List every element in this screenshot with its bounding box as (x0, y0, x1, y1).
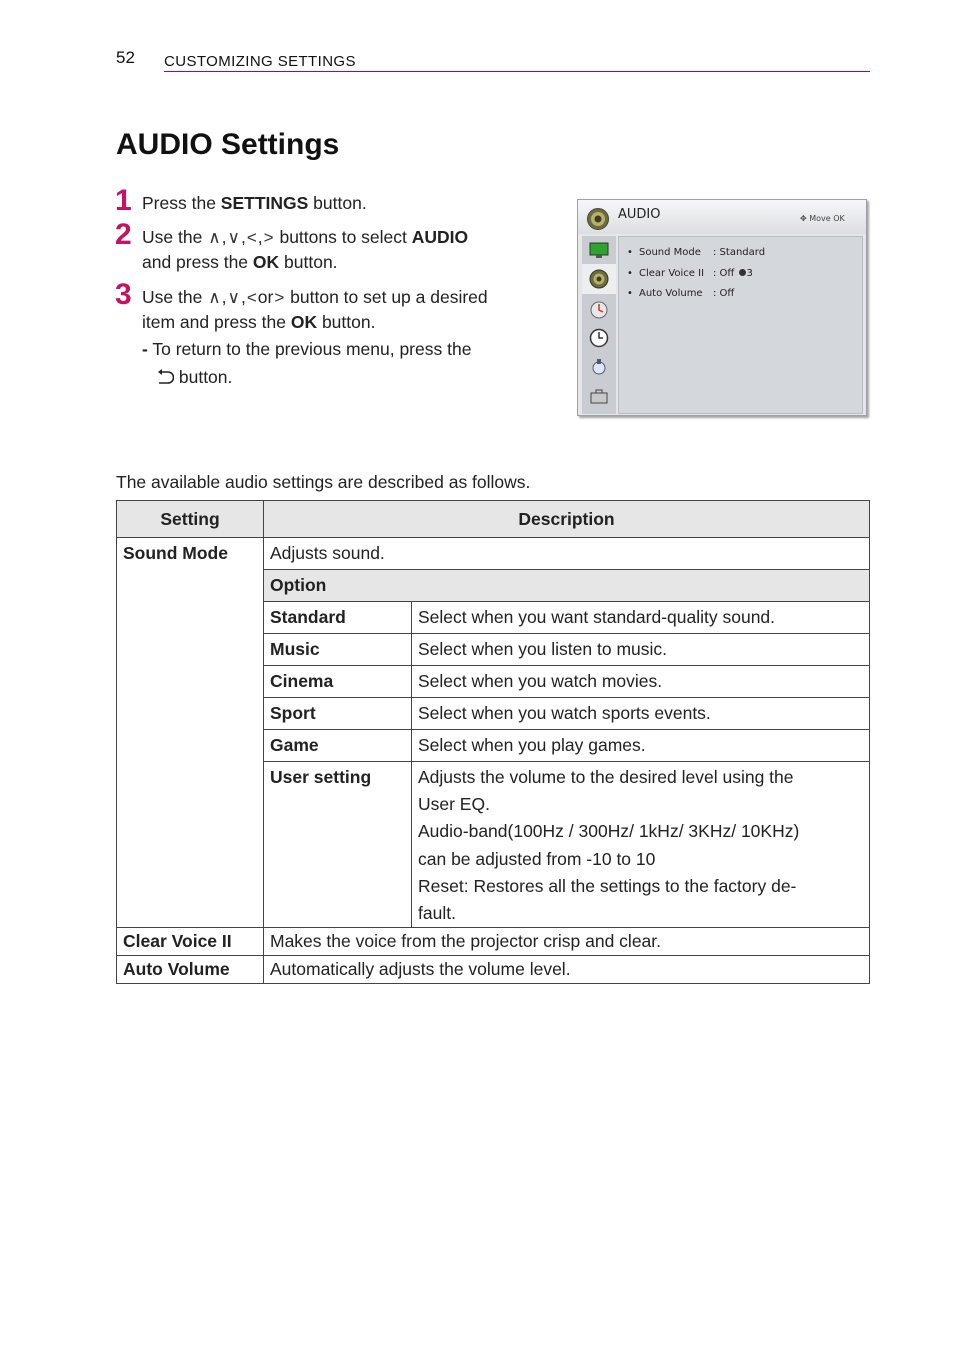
option-name: Cinema (264, 666, 412, 698)
header-description: Description (264, 501, 870, 538)
step-3-mid: button to set up a desired (285, 287, 488, 307)
step-2-number: 2 (115, 218, 132, 251)
step-3-or: or (257, 287, 274, 307)
step-1-post: button. (308, 193, 367, 213)
note-dash: - (142, 339, 148, 359)
right-arrow-icon: > (263, 228, 274, 247)
osd-title: AUDIO (618, 207, 661, 222)
time-settings-icon (589, 300, 609, 320)
move-icon: ✥ (800, 214, 807, 223)
audio-menu-screenshot (577, 199, 867, 416)
option-header: Option (264, 570, 870, 602)
header-divider (164, 71, 870, 72)
note (142, 337, 572, 390)
picture-icon (589, 240, 609, 260)
step-3-line-2 (142, 310, 572, 335)
osd-row-value: : Standard (713, 247, 766, 258)
step-3-post: button. (317, 312, 376, 332)
step-2-line2: and press the (142, 252, 253, 272)
step-1-settings: SETTINGS (220, 193, 309, 213)
header-setting: Setting (117, 501, 264, 538)
osd-hint (800, 214, 845, 223)
down-arrow-icon: ∨ (227, 228, 240, 247)
step-2-line-1: Use the ∧,∨,<,> buttons to select AUDIO (142, 225, 572, 250)
up-arrow-icon: ∧ (208, 228, 221, 247)
table-row (117, 928, 870, 956)
option-desc-user-setting (412, 762, 870, 928)
step-1-number: 1 (115, 184, 132, 217)
table-header-row (117, 501, 870, 538)
page-number: 52 (116, 48, 135, 67)
audio-settings-table (116, 500, 870, 984)
option-icon (589, 357, 609, 377)
osd-row-label: Sound Mode (639, 247, 701, 258)
right-arrow-icon: > (274, 288, 285, 307)
note-line2-text: button. (174, 367, 233, 387)
option-name: Standard (264, 602, 412, 634)
osd-row-value: : Off (713, 268, 735, 279)
intro-text: The available audio settings are described as follows. (116, 472, 531, 492)
setting-auto-volume: Auto Volume (117, 956, 264, 984)
step-3-line2: item and press the (142, 312, 291, 332)
voice-level-icon (739, 269, 746, 276)
option-name: Music (264, 634, 412, 666)
option-desc: Select when you watch movies. (412, 666, 870, 698)
sound-mode-desc: Adjusts sound. (264, 538, 870, 570)
step-3-ok: OK (290, 312, 318, 332)
setting-sound-mode: Sound Mode (117, 538, 264, 928)
bullet: • (627, 247, 633, 258)
up-arrow-icon: ∧ (208, 288, 221, 307)
step-2-line-2 (142, 250, 572, 275)
step-2-pre: Use the (142, 227, 208, 247)
osd-row-extra: 3 (746, 268, 753, 279)
osd-row-auto-volume (627, 288, 735, 299)
osd-panel (618, 236, 863, 414)
step-1-pre: Press the (142, 193, 221, 213)
left-arrow-icon: < (246, 228, 257, 247)
clock-icon (589, 328, 609, 348)
osd-row-value-group (713, 268, 753, 279)
step-3-line-1: Use the ∧,∨,<or> button to set up a desired (142, 285, 572, 310)
bullet: • (627, 288, 633, 299)
back-arrow-icon (156, 369, 174, 385)
option-name: User setting (264, 762, 412, 928)
desc-line: Audio-band(100Hz / 300Hz/ 1kHz/ 3KHz/ 10KHz) (418, 821, 800, 842)
option-desc: Select when you listen to music. (412, 634, 870, 666)
step-2-audio: AUDIO (411, 227, 469, 247)
step-2-post: button. (279, 252, 338, 272)
step-3-pre: Use the (142, 287, 208, 307)
step-2-text (142, 225, 572, 275)
desc-line: User EQ. (418, 794, 490, 815)
speaker-icon (587, 208, 609, 230)
option-desc: Select when you want standard-quality sound. (412, 602, 870, 634)
osd-sidebar (582, 236, 616, 414)
table-row (117, 956, 870, 984)
desc-line: fault. (418, 903, 456, 924)
osd-row-label: Clear Voice II (639, 268, 705, 279)
speaker-icon (589, 269, 609, 289)
page-title: AUDIO Settings (116, 128, 340, 161)
section-title: CUSTOMIZING SETTINGS (164, 53, 356, 70)
note-line-2 (142, 365, 572, 390)
bullet: • (627, 268, 633, 279)
desc-line: can be adjusted from -10 to 10 (418, 848, 656, 869)
option-desc: Select when you play games. (412, 730, 870, 762)
clear-voice-desc: Makes the voice from the projector crisp and clear. (264, 928, 870, 956)
osd-row-label: Auto Volume (639, 288, 703, 299)
option-desc: Select when you watch sports events. (412, 698, 870, 730)
osd-hint-text: Move OK (809, 214, 845, 223)
note-line-1 (142, 337, 572, 362)
down-arrow-icon: ∨ (227, 288, 240, 307)
desc-line: Reset: Restores all the settings to the factory de- (418, 875, 797, 896)
step-2-ok: OK (252, 252, 280, 272)
desc-line: Adjusts the volume to the desired level using the (418, 767, 794, 787)
option-name: Sport (264, 698, 412, 730)
osd-titlebar (578, 200, 866, 234)
table-row (117, 538, 870, 570)
step-1-text (142, 191, 367, 216)
note-text: To return to the previous menu, press the (147, 339, 472, 359)
osd-row-value: : Off (713, 288, 735, 299)
step-2-mid: buttons to select (274, 227, 412, 247)
toolbox-icon (589, 386, 609, 406)
auto-volume-desc: Automatically adjusts the volume level. (264, 956, 870, 984)
option-name: Game (264, 730, 412, 762)
osd-row-clear-voice (627, 268, 753, 279)
step-3-text (142, 285, 572, 335)
left-arrow-icon: < (246, 288, 257, 307)
osd-row-sound-mode (627, 247, 766, 258)
step-3-number: 3 (115, 278, 132, 311)
setting-clear-voice: Clear Voice II (117, 928, 264, 956)
